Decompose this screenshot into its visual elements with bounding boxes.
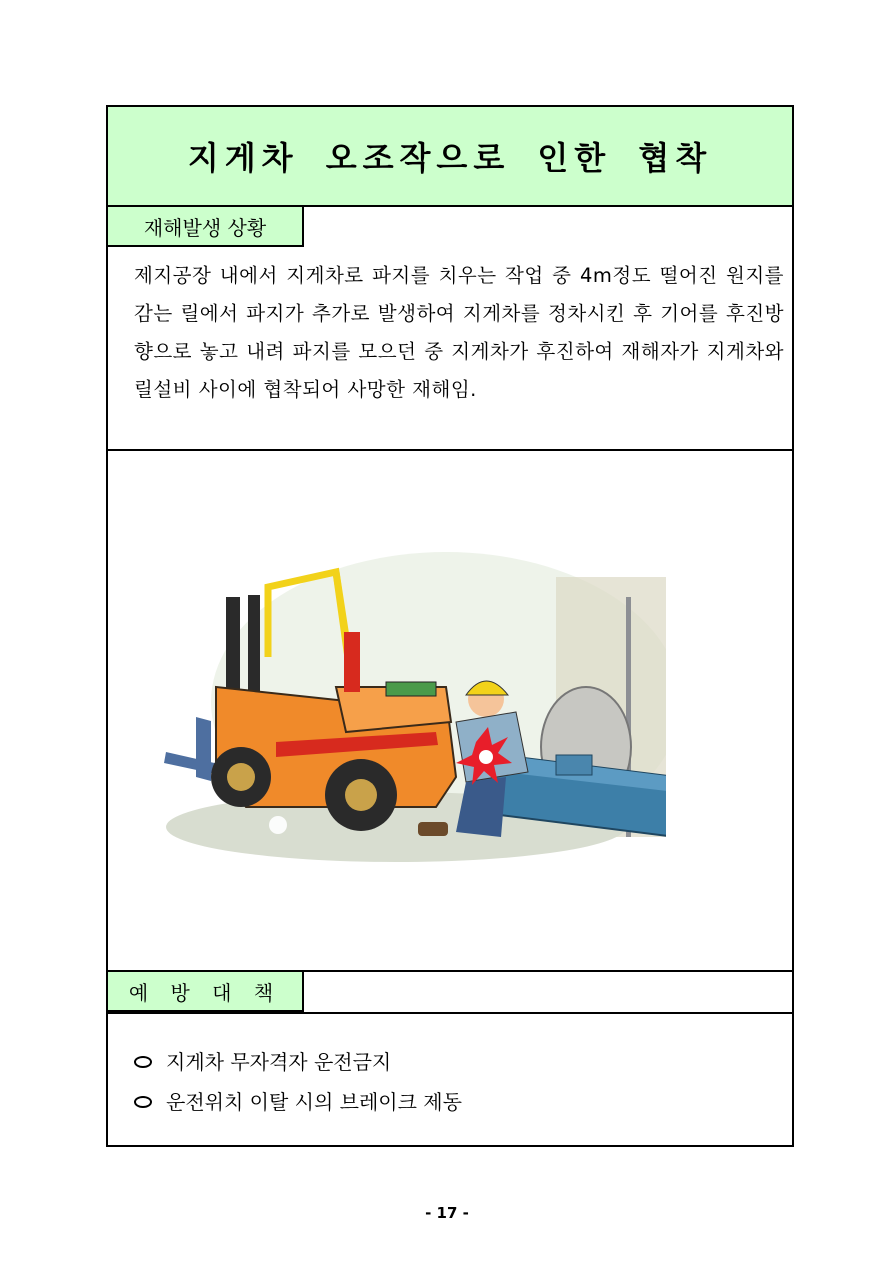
divider [108, 449, 792, 451]
forklift-accident-illustration [156, 537, 666, 867]
prevention-label: 예 방 대 책 [108, 972, 304, 1012]
page-number: - 17 - [425, 1204, 469, 1222]
circle-bullet-icon [134, 1096, 152, 1108]
situation-label: 재해발생 상황 [108, 207, 304, 247]
accident-case-card [106, 105, 794, 1147]
situation-text: 제지공장 내에서 지게차로 파지를 치우는 작업 중 4m정도 떨어진 원지를 감는 릴에서 파지가 추가로 발생하여 지게차를 정차시킨 후 기어를 후진방향으로 놓고 내려 파지를 모으던 중 지게차가 후진하여 재해자가 지게차와 릴설비 사이에 협착되어 사망한 재해임. [134, 264, 784, 401]
list-item: 운전위치 이탈 시의 브레이크 제동 [134, 1082, 462, 1122]
prevention-list [134, 1042, 462, 1122]
circle-bullet-icon [134, 1056, 152, 1068]
list-item: 지게차 무자격자 운전금지 [134, 1042, 462, 1082]
page-title: 지게차 오조작으로 인한 협착 [187, 139, 713, 177]
title-band [108, 107, 792, 207]
divider [108, 1012, 792, 1014]
